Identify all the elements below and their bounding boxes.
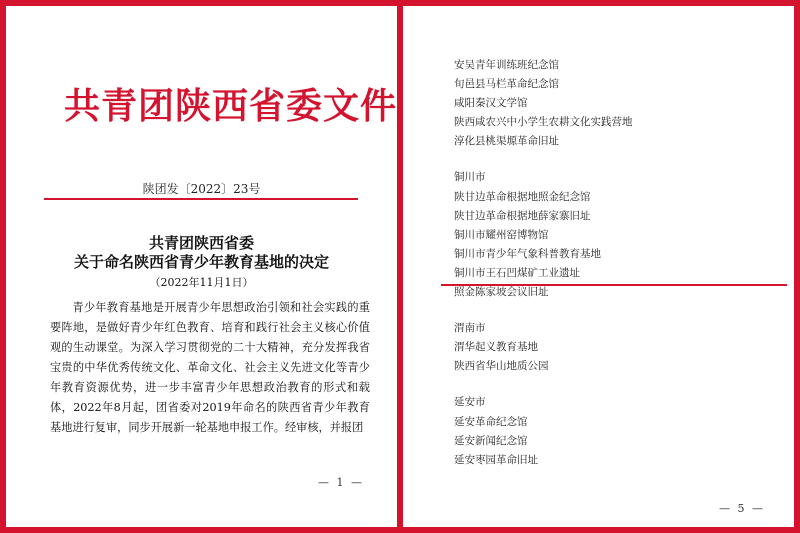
base-list-item: 陕甘边革命根据地照金纪念馆 <box>454 190 591 203</box>
decision-title-line2: 关于命名陕西省青少年教育基地的决定 <box>73 253 329 271</box>
base-list-item: 延安枣园革命旧址 <box>454 453 538 466</box>
document-masthead: 共青团陕西省委文件 <box>64 85 398 127</box>
masthead-divider-line <box>44 198 358 200</box>
base-group <box>454 168 774 302</box>
group-city-title: 延安市 <box>454 396 486 409</box>
base-list-item: 陕西省华山地质公园 <box>454 360 549 373</box>
base-group <box>454 56 774 151</box>
highlight-underline <box>441 284 787 286</box>
base-list-item: 安吴青年训练班纪念馆 <box>454 59 559 71</box>
base-group <box>454 393 774 469</box>
base-list-item: 咸阳秦汉文学馆 <box>454 97 528 110</box>
decision-title-line1: 共青团陕西省委 <box>148 234 254 252</box>
base-list-item: 照金陈家坡会议旧址 <box>454 286 549 299</box>
base-list-item: 渭华起义教育基地 <box>454 341 538 354</box>
document-number: 陕团发〔2022〕23号 <box>142 182 261 196</box>
base-list-item: 陕甘边革命根据地薛家寨旧址 <box>454 209 591 222</box>
base-list-item: 铜川市王石凹煤矿工业遗址 <box>454 266 580 279</box>
left-document-page <box>6 6 397 527</box>
left-page-number: — 1 — <box>318 476 364 489</box>
base-list-item: 铜川市耀州窑博物馆 <box>454 228 549 241</box>
base-list-item: 旬邑县马栏革命纪念馆 <box>454 78 559 91</box>
right-document-page <box>403 6 794 527</box>
decision-body-paragraph: 青少年教育基地是开展青少年思想政治引领和社会实践的重要阵地，是做好青少年红色教育、培育和践行社会主义核心价值观的生动课堂。为深入学习贯彻党的二十大精神，充分发挥我省宝贵的中华优秀传统文化、革命文化、社会主义先进文化等青少年教育资源优势，进一步丰富青少年思想政治教育的形式和载体，2022年8月起，团省委对2019年命名的陕西省青少年教育基地进行复审，同步开展新一轮基地申报工作。经审核，并报团 <box>50 301 370 434</box>
decision-date: （2022年11月1日） <box>149 276 254 289</box>
base-list-item: 铜川市青少年气象科普教育基地 <box>454 247 601 260</box>
base-list-item: 淳化县桃渠塬革命旧址 <box>454 135 559 148</box>
base-group <box>454 319 774 376</box>
base-list-item: 陕西咸农兴中小学生农耕文化实践营地 <box>454 116 633 129</box>
right-page-number: — 5 — <box>719 502 765 515</box>
group-city-title: 铜川市 <box>454 171 486 184</box>
education-base-list <box>454 56 774 470</box>
base-list-item: 延安革命纪念馆 <box>454 415 528 428</box>
group-city-title: 渭南市 <box>454 322 486 335</box>
base-list-item: 延安新闻纪念馆 <box>454 434 528 447</box>
